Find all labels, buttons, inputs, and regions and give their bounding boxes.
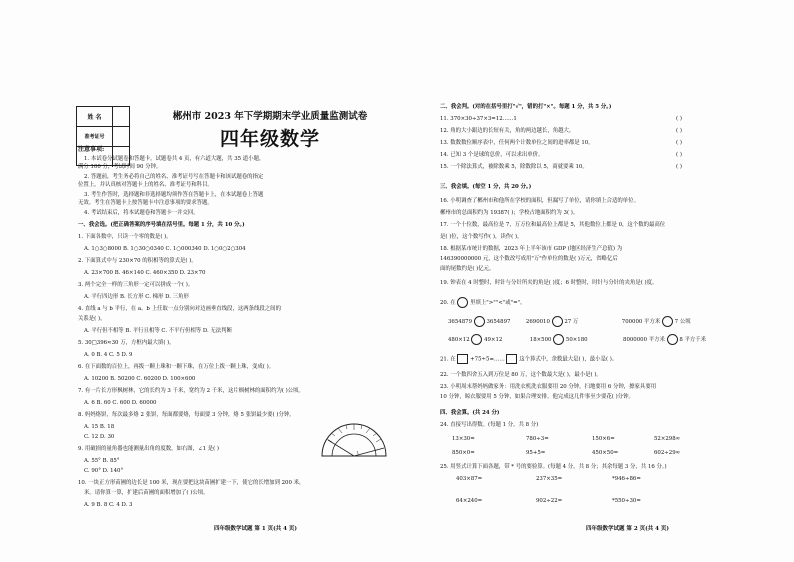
question-line: 8. 妈妈烙饼，每次最多烙 2 张饼，每面都要烙，每面要 3 分钟，烙 5 张饼最少要( )分钟。: [78, 412, 295, 418]
option-line: A. 0 B. 4 C. 5 D. 9: [84, 352, 133, 358]
question-line: 1. 下面各数中，只读一个零的数是( )。: [78, 234, 172, 240]
question-line: 5. 30□396≈30 万，方框内最大填( )。: [78, 340, 175, 346]
calc-item[interactable]: 850×0=: [452, 450, 475, 456]
page1-footer: 四年级数学试题 第 1 页(共 4 页): [214, 526, 297, 532]
note-line: 无效。考生在答题卡上按答题卡中注意事项的要求答题。: [78, 200, 213, 206]
section4-heading: 四、我会算。(共 24 分): [440, 410, 500, 416]
option-line: A. 1○3○8000 B. 1○30○0340 C. 1○000340 D. 1○0○2○304: [84, 246, 246, 252]
calc-item[interactable]: *550÷30=: [612, 498, 641, 504]
calc-item[interactable]: 64×240=: [456, 498, 483, 504]
name-label: 姓 名: [77, 107, 113, 126]
calc-item[interactable]: 902÷22=: [536, 498, 563, 504]
name-field[interactable]: [113, 107, 129, 126]
note-line: 满分 100 分，考试时间 90 分钟。: [78, 164, 162, 170]
calc-item[interactable]: 450×50=: [592, 450, 619, 456]
calc-item[interactable]: 780÷3=: [526, 436, 549, 442]
section2-heading: 二、我会判。(对的在括号里打"√"，错的打"×"。每题 1 分，共 5 分。): [440, 104, 612, 110]
q21-line: 21. 在 +75÷5=…… 这个算式中，余数最大是( )，最小是( )。: [440, 354, 617, 364]
option-line: A. 平行四边形 B. 长方形 C. 梯形 D. 三角形: [84, 294, 189, 300]
calc-item[interactable]: 403×87=: [456, 476, 483, 482]
option-line: C. 90° D. 140°: [84, 468, 124, 474]
answer-square[interactable]: [506, 354, 517, 364]
calc-item[interactable]: 95+5=: [526, 450, 546, 456]
option-line: A. 平行但不相等 B. 平行且相等 C. 不平行但相等 D. 无法判断: [84, 328, 232, 334]
fill-line: 17. 一个十位数，最高位是 7，万万位和最高位上都是 5，其他数位上都是 0，这个数的最高位: [440, 222, 666, 228]
option-line: A. 15 B. 18: [84, 424, 115, 430]
calc-item[interactable]: *946÷86=: [612, 476, 641, 482]
judge-question: 12. 角的大小跟边的长短有关，角的两边越长，角越大。: [440, 128, 575, 134]
q25-line: 25. 用竖式计算下面各题，带 * 号的要验算。(每题 4 分，共 8 分；其余每题 3 分，共 16 分。): [440, 464, 667, 470]
judge-question: 13. 数数数位顺序表中，任何两个计数单位之间的进率都是 10。: [440, 140, 594, 146]
question-line: 7. 有一片长方形枫树林，它的长约为 3 千米，宽约为 2 千米，这片枫树林的面积约为( )公顷。: [78, 388, 304, 394]
question-line: 4. 直线 a 与 b 平行，在 a、b 上任取一点分别向对边画垂直线段，这两条线段之间的: [78, 306, 281, 312]
compare-circle[interactable]: [471, 334, 482, 345]
fill-line: 郴州市的总面积约为 19387( )；学校占地面积约为 3( )。: [440, 210, 579, 216]
compare-circle[interactable]: [552, 316, 563, 327]
compare-row: 480×12 49×12 18×500 50×180 8000000 平方米 8 平方千米: [448, 334, 706, 345]
question-line: 3. 两个完全一样的三角形一定可以拼成一个( )。: [78, 282, 194, 288]
judge-question: 15. 一个除法算式，被除数乘 5，除数除以 5，商就要乘 10。: [440, 164, 588, 170]
protractor-figure: [318, 420, 390, 460]
judge-question: 14. 已知 3 个是球的总价，可以求出单价。: [440, 152, 544, 158]
q20-line: 20. 在 里填上">""<"或"="。: [440, 297, 526, 308]
fill-line: 146390000000 元，这个数改写成用"万"作单位的数是( )万元，省略亿后: [440, 256, 618, 262]
compare-row: 3654879 3654897 2690010 27 万 700000 平方米 7 公顷: [448, 316, 691, 327]
page2-footer: 四年级数学试题 第 2 页(共 4 页): [586, 526, 669, 532]
calc-item[interactable]: 237×35=: [536, 476, 563, 482]
calc-item[interactable]: 52×298≈: [654, 436, 681, 442]
section3-heading: 三、我会填。(每空 1 分，共 20 分。): [440, 184, 532, 190]
exam-id-field[interactable]: [113, 127, 129, 146]
fill-line: 10 分钟，晾衣服要用 5 分钟，如果合理安排，他完成这几件事至少要花( )分钟。: [440, 394, 634, 400]
exam-title: 郴州市 2023 年下学期期末学业质量监测试卷: [172, 111, 368, 122]
calc-item[interactable]: 150×6=: [592, 436, 615, 442]
note-line: 4. 考试结束后，将本试题卷和答题卡一并交回。: [84, 210, 199, 216]
fill-line: 是( )位，这个数写作( )，读作( )。: [440, 234, 523, 240]
fill-line: 面的尾数约是( )亿元。: [440, 266, 495, 272]
note-line: 2. 答题前，考生务必将自己的姓名、准考证号写在答题卡和该试题卷的指定: [84, 174, 264, 180]
answer-square[interactable]: [457, 354, 468, 364]
note-line: 3. 考生作答时，选择题和非选择题均须作答在答题卡上，在本试题卷上答题: [84, 192, 264, 198]
option-line: A. 23×700 B. 46×140 C. 460×350 D. 23×70: [84, 270, 206, 276]
fill-line: 23. 小明周末帮妈妈做家务：用洗衣机洗衣服要用 20 分钟，扫地要用 6 分钟，擦家具要用: [440, 384, 657, 390]
compare-circle[interactable]: [662, 316, 673, 327]
judge-answer-blank[interactable]: ( ): [676, 128, 682, 134]
fill-line: 16. 小明调查了郴州市和他所在学校的面积，但漏写了单位，请你填上合适的单位。: [440, 198, 639, 204]
judge-question: 11. 370×30÷37×3=12……1: [440, 116, 517, 122]
question-line: 米。请你算一算，扩建后苗圃的面积增加了( )公顷。: [84, 490, 209, 496]
fill-line: 22. 一个数四舍五入到万位是 80 万，这个数最大是( )，最小是( )。: [440, 372, 602, 378]
judge-answer-blank[interactable]: ( ): [676, 140, 682, 146]
question-line: 10. 一块正方形苗圃的边长是 100 米，现在要把这块苗圃扩建一下，使它的长增加到 200 米，: [78, 480, 305, 486]
compare-circle[interactable]: [474, 316, 485, 327]
note-line: 位置上，并认真核对答题卡上的姓名、准考证号和科目。: [78, 182, 213, 188]
compare-circle[interactable]: [667, 334, 678, 345]
calc-item[interactable]: 13×30=: [452, 436, 475, 442]
question-line: 6. 在下面数的百位上，再拨一颗上珠和一颗下珠，在万位上拨一颗上珠，变成( )。: [78, 364, 275, 370]
q24-line: 24. 直接写出得数。(每题 1 分，共 8 分): [440, 422, 539, 428]
option-line: A. 9 B. 8 C. 4 D. 3: [84, 502, 133, 508]
note-line: 1. 本试卷分试题卷和答题卡。试题卷共 4 页，有六道大题，共 35 道小题，: [84, 156, 265, 162]
subject-title: 四年级数学: [219, 128, 320, 150]
question-line: 9. 用破损的量角器也能测量出角的度数，如右图，∠1 是( ): [78, 446, 220, 452]
option-line: A. 55° B. 85°: [84, 458, 120, 464]
judge-answer-blank[interactable]: ( ): [676, 116, 682, 122]
judge-answer-blank[interactable]: ( ): [676, 164, 682, 170]
exam-id-label: 准考证号: [77, 127, 113, 146]
question-line: 关系是( )。: [78, 316, 106, 322]
fill-line: 19. 钟表在 4 时整时，时针与分针所夹的角是( )度；6 时整时，时针与分针的夹角是( )度。: [440, 280, 658, 286]
question-line: 2. 下面算式中与 230×70 的积相等的算式是( )。: [78, 258, 197, 264]
fill-line: 18. 根据某市统计的数据，2023 年上半年该市 GDP (地区经济生产总值) 为: [440, 246, 623, 252]
notes-heading: 注意事项:: [78, 146, 105, 153]
option-line: C. 12 D. 30: [84, 434, 115, 440]
calc-item[interactable]: 602÷29≈: [654, 450, 681, 456]
option-line: A. 10200 B. 50200 C. 60200 D. 100×600: [84, 376, 196, 382]
compare-circle[interactable]: [553, 334, 564, 345]
option-line: A. 6 B. 60 C. 600 D. 60000: [84, 400, 157, 406]
section1-heading: 一、我会选。(把正确答案的序号填在括号里。每题 1 分，共 10 分。): [78, 222, 245, 228]
judge-answer-blank[interactable]: ( ): [676, 152, 682, 158]
compare-circle[interactable]: [457, 297, 468, 308]
